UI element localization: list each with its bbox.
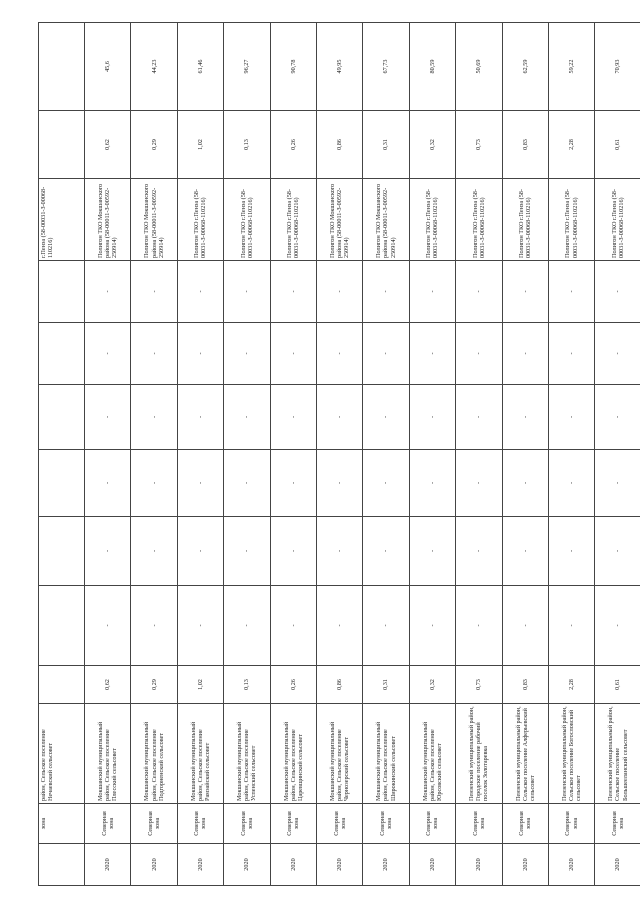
dash-cell: - [409, 450, 455, 517]
volume-cell: 0,61 [595, 666, 640, 704]
dash-cell: - [595, 323, 640, 385]
volume-cell: 2,28 [548, 666, 594, 704]
volume-cell: 1,02 [177, 666, 223, 704]
municipality-cell: Мокшанский муниципальный район, Сельское поселение Широкинский сельсовет [363, 704, 409, 804]
dash-cell: - [502, 517, 548, 586]
distance-cell: 67,73 [363, 23, 409, 111]
volume-cell: 0,32 [409, 666, 455, 704]
dash-cell: - [548, 586, 594, 666]
site-cell: Полигон ТКО г.Пенза (58-00031-З-00068-110216) [456, 179, 502, 261]
dash-cell: - [502, 323, 548, 385]
dash-cell: - [316, 517, 362, 586]
dash-cell: - [224, 517, 270, 586]
dash-cell: - [177, 450, 223, 517]
municipality-cell: Мокшанский муниципальный район, Сельское поселение Царевщинский сельсовет [270, 704, 316, 804]
amount-cell: 1,02 [177, 111, 223, 179]
dash-cell: - [270, 517, 316, 586]
year-cell: 2020 [409, 844, 455, 886]
zone-cell: зона [39, 804, 85, 844]
zone-cell: Северная зона [177, 804, 223, 844]
dash-cell: - [224, 323, 270, 385]
site-cell: Полигон ТКО г.Пенза (58-00031-З-00068-110216) [595, 179, 640, 261]
year-cell: 2020 [548, 844, 594, 886]
empty-cell [39, 261, 85, 323]
dash-cell: - [456, 385, 502, 450]
table-row [224, 23, 270, 886]
dash-cell: - [131, 517, 177, 586]
dash-cell: - [409, 385, 455, 450]
year-cell: 2020 [456, 844, 502, 886]
zone-cell: Северная зона [409, 804, 455, 844]
table-body [39, 23, 640, 886]
empty-cell [39, 323, 85, 385]
amount-cell: 0,62 [85, 111, 131, 179]
dash-cell: - [456, 450, 502, 517]
municipality-cell: Мокшанский муниципальный район, Сельское поселение Рамзайский сельсовет [177, 704, 223, 804]
dash-cell: - [177, 323, 223, 385]
empty-cell [39, 450, 85, 517]
distance-cell: 61,46 [177, 23, 223, 111]
distance-cell: 80,59 [409, 23, 455, 111]
dash-cell: - [502, 261, 548, 323]
amount-cell: 0,31 [363, 111, 409, 179]
distance-cell: 45,6 [85, 23, 131, 111]
dash-cell: - [363, 385, 409, 450]
amount-cell: 0,83 [502, 111, 548, 179]
municipality-cell: Пензенский муниципальный район, Городское поселение рабочий поселок Золотаревка [456, 704, 502, 804]
dash-cell: - [177, 586, 223, 666]
dash-cell: - [177, 261, 223, 323]
dash-cell: - [85, 261, 131, 323]
amount-cell: 0,73 [456, 111, 502, 179]
dash-cell: - [85, 385, 131, 450]
site-cell: Полигон ТКО Мокшанского района (58-00011-З-00592-250914) [363, 179, 409, 261]
dash-cell: - [270, 261, 316, 323]
dash-cell: - [363, 450, 409, 517]
table-row [316, 23, 362, 886]
dash-cell: - [270, 586, 316, 666]
table-row [502, 23, 548, 886]
volume-cell: 0,62 [85, 666, 131, 704]
amount-cell: 0,29 [131, 111, 177, 179]
distance-cell: 50,69 [456, 23, 502, 111]
table-row [456, 23, 502, 886]
site-cell: Полигон ТКО г.Пенза (58-00031-З-00068-110216) [409, 179, 455, 261]
zone-cell: Северная зона [456, 804, 502, 844]
dash-cell: - [270, 450, 316, 517]
dash-cell: - [224, 586, 270, 666]
dash-cell: - [316, 450, 362, 517]
municipality-cell: Пензенский муниципальный район, Сельское поселение Большееланский сельсовет [595, 704, 640, 804]
dash-cell: - [409, 517, 455, 586]
dash-cell: - [456, 586, 502, 666]
dash-cell: - [595, 517, 640, 586]
site-cell: Полигон ТКО г.Пенза (58-00031-З-00068-110216) [177, 179, 223, 261]
table-row [409, 23, 455, 886]
year-cell: 2020 [363, 844, 409, 886]
dash-cell: - [456, 323, 502, 385]
dash-cell: - [85, 450, 131, 517]
year-cell: 2020 [595, 844, 640, 886]
empty-cell [39, 385, 85, 450]
year-cell: 2020 [177, 844, 223, 886]
volume-cell: 0,29 [131, 666, 177, 704]
site-cell: Полигон ТКО г.Пенза (58-00031-З-00068-110216) [270, 179, 316, 261]
dash-cell: - [131, 385, 177, 450]
volume-cell: 0,31 [363, 666, 409, 704]
dash-cell: - [548, 517, 594, 586]
site-cell: Полигон ТКО г.Пенза (58-00031-З-00068-110216) [224, 179, 270, 261]
municipality-cell: район, Сельское поселение Нечаевский сельсовет [39, 704, 85, 804]
zone-cell: Северная зона [131, 804, 177, 844]
site-cell: Полигон ТКО Мокшанского района (58-00011-З-00592-250914) [131, 179, 177, 261]
municipality-cell: Мокшанский муниципальный район, Сельское поселение Успенский сельсовет [224, 704, 270, 804]
dash-cell: - [548, 261, 594, 323]
municipality-cell: Пензенский муниципальный район, Сельское поселение Богословский сельсовет [548, 704, 594, 804]
zone-cell: Северная зона [270, 804, 316, 844]
dash-cell: - [85, 586, 131, 666]
dash-cell: - [363, 586, 409, 666]
zone-cell: Северная зона [502, 804, 548, 844]
table-row [548, 23, 594, 886]
year-cell: 2020 [316, 844, 362, 886]
amount-cell: 0,26 [270, 111, 316, 179]
dash-cell: - [316, 586, 362, 666]
zone-cell: Северная зона [548, 804, 594, 844]
dash-cell: - [363, 261, 409, 323]
dash-cell: - [456, 517, 502, 586]
dash-cell: - [409, 586, 455, 666]
amount-cell: 0,13 [224, 111, 270, 179]
municipality-cell: Пензенский муниципальный район, Сельское поселение Алферьевский сельсовет [502, 704, 548, 804]
dash-cell: - [409, 323, 455, 385]
dash-cell: - [270, 385, 316, 450]
dash-cell: - [316, 385, 362, 450]
dash-cell: - [316, 323, 362, 385]
table-row [131, 23, 177, 886]
volume-cell [39, 666, 85, 704]
zone-cell: Северная зона [363, 804, 409, 844]
distance-cell: 49,95 [316, 23, 362, 111]
amount-cell: 0,86 [316, 111, 362, 179]
distance-cell: 59,22 [548, 23, 594, 111]
municipality-cell: Мокшанский муниципальный район, Сельское поселение Плесский сельсовет [85, 704, 131, 804]
dash-cell: - [548, 385, 594, 450]
site-cell: Полигон ТКО г.Пенза (58-00031-З-00068-110216) [502, 179, 548, 261]
dash-cell: - [456, 261, 502, 323]
zone-cell: Северная зона [224, 804, 270, 844]
dash-cell: - [131, 323, 177, 385]
dash-cell: - [85, 323, 131, 385]
dash-cell: - [595, 450, 640, 517]
year-cell [39, 844, 85, 886]
distance-cell: 96,27 [224, 23, 270, 111]
year-cell: 2020 [270, 844, 316, 886]
dash-cell: - [131, 450, 177, 517]
dash-cell: - [595, 385, 640, 450]
site-cell: Полигон ТКО Мокшанского района (58-00011-З-00592-250914) [316, 179, 362, 261]
amount-cell [39, 111, 85, 179]
dash-cell: - [363, 517, 409, 586]
volume-cell: 0,86 [316, 666, 362, 704]
dash-cell: - [224, 385, 270, 450]
empty-cell [39, 586, 85, 666]
year-cell: 2020 [85, 844, 131, 886]
site-cell: Полигон ТКО Мокшанского района (58-00011-З-00592-250914) [85, 179, 131, 261]
year-cell: 2020 [131, 844, 177, 886]
distance-cell [39, 23, 85, 111]
dash-cell: - [85, 517, 131, 586]
year-cell: 2020 [224, 844, 270, 886]
distance-cell: 62,59 [502, 23, 548, 111]
dash-cell: - [316, 261, 362, 323]
dash-cell: - [502, 385, 548, 450]
volume-cell: 0,26 [270, 666, 316, 704]
dash-cell: - [409, 261, 455, 323]
dash-cell: - [595, 586, 640, 666]
zone-cell: Северная зона [595, 804, 640, 844]
dash-cell: - [502, 450, 548, 517]
site-cell: г.Пенза (58-00031-З-00068-110216) [39, 179, 85, 261]
rotated-table-container [38, 23, 629, 886]
distance-cell: 90,78 [270, 23, 316, 111]
empty-cell [39, 517, 85, 586]
amount-cell: 0,32 [409, 111, 455, 179]
distance-cell: 44,23 [131, 23, 177, 111]
dash-cell: - [548, 323, 594, 385]
dash-cell: - [224, 450, 270, 517]
dash-cell: - [502, 586, 548, 666]
amount-cell: 0,61 [595, 111, 640, 179]
dash-cell: - [548, 450, 594, 517]
table-row-continued [39, 23, 85, 886]
dash-cell: - [224, 261, 270, 323]
municipality-cell: Мокшанский муниципальный район, Сельское поселение Чернозерский сельсовет [316, 704, 362, 804]
table-row [270, 23, 316, 886]
volume-cell: 0,73 [456, 666, 502, 704]
dash-cell: - [177, 517, 223, 586]
table-row [177, 23, 223, 886]
zone-cell: Северная зона [85, 804, 131, 844]
table-row [363, 23, 409, 886]
amount-cell: 2,28 [548, 111, 594, 179]
distance-cell: 70,93 [595, 23, 640, 111]
dash-cell: - [177, 385, 223, 450]
table-row [85, 23, 131, 886]
municipality-cell: Мокшанский муниципальный район, Сельское поселение Подгорненский сельсовет [131, 704, 177, 804]
table-row [595, 23, 640, 886]
dash-cell: - [363, 323, 409, 385]
waste-flow-table [38, 22, 640, 886]
dash-cell: - [270, 323, 316, 385]
year-cell: 2020 [502, 844, 548, 886]
zone-cell: Северная зона [316, 804, 362, 844]
volume-cell: 0,83 [502, 666, 548, 704]
volume-cell: 0,13 [224, 666, 270, 704]
municipality-cell: Мокшанский муниципальный район, Сельское поселение Юрсовский сельсовет [409, 704, 455, 804]
dash-cell: - [131, 261, 177, 323]
site-cell: Полигон ТКО г.Пенза (58-00031-З-00068-110216) [548, 179, 594, 261]
dash-cell: - [131, 586, 177, 666]
dash-cell: - [595, 261, 640, 323]
